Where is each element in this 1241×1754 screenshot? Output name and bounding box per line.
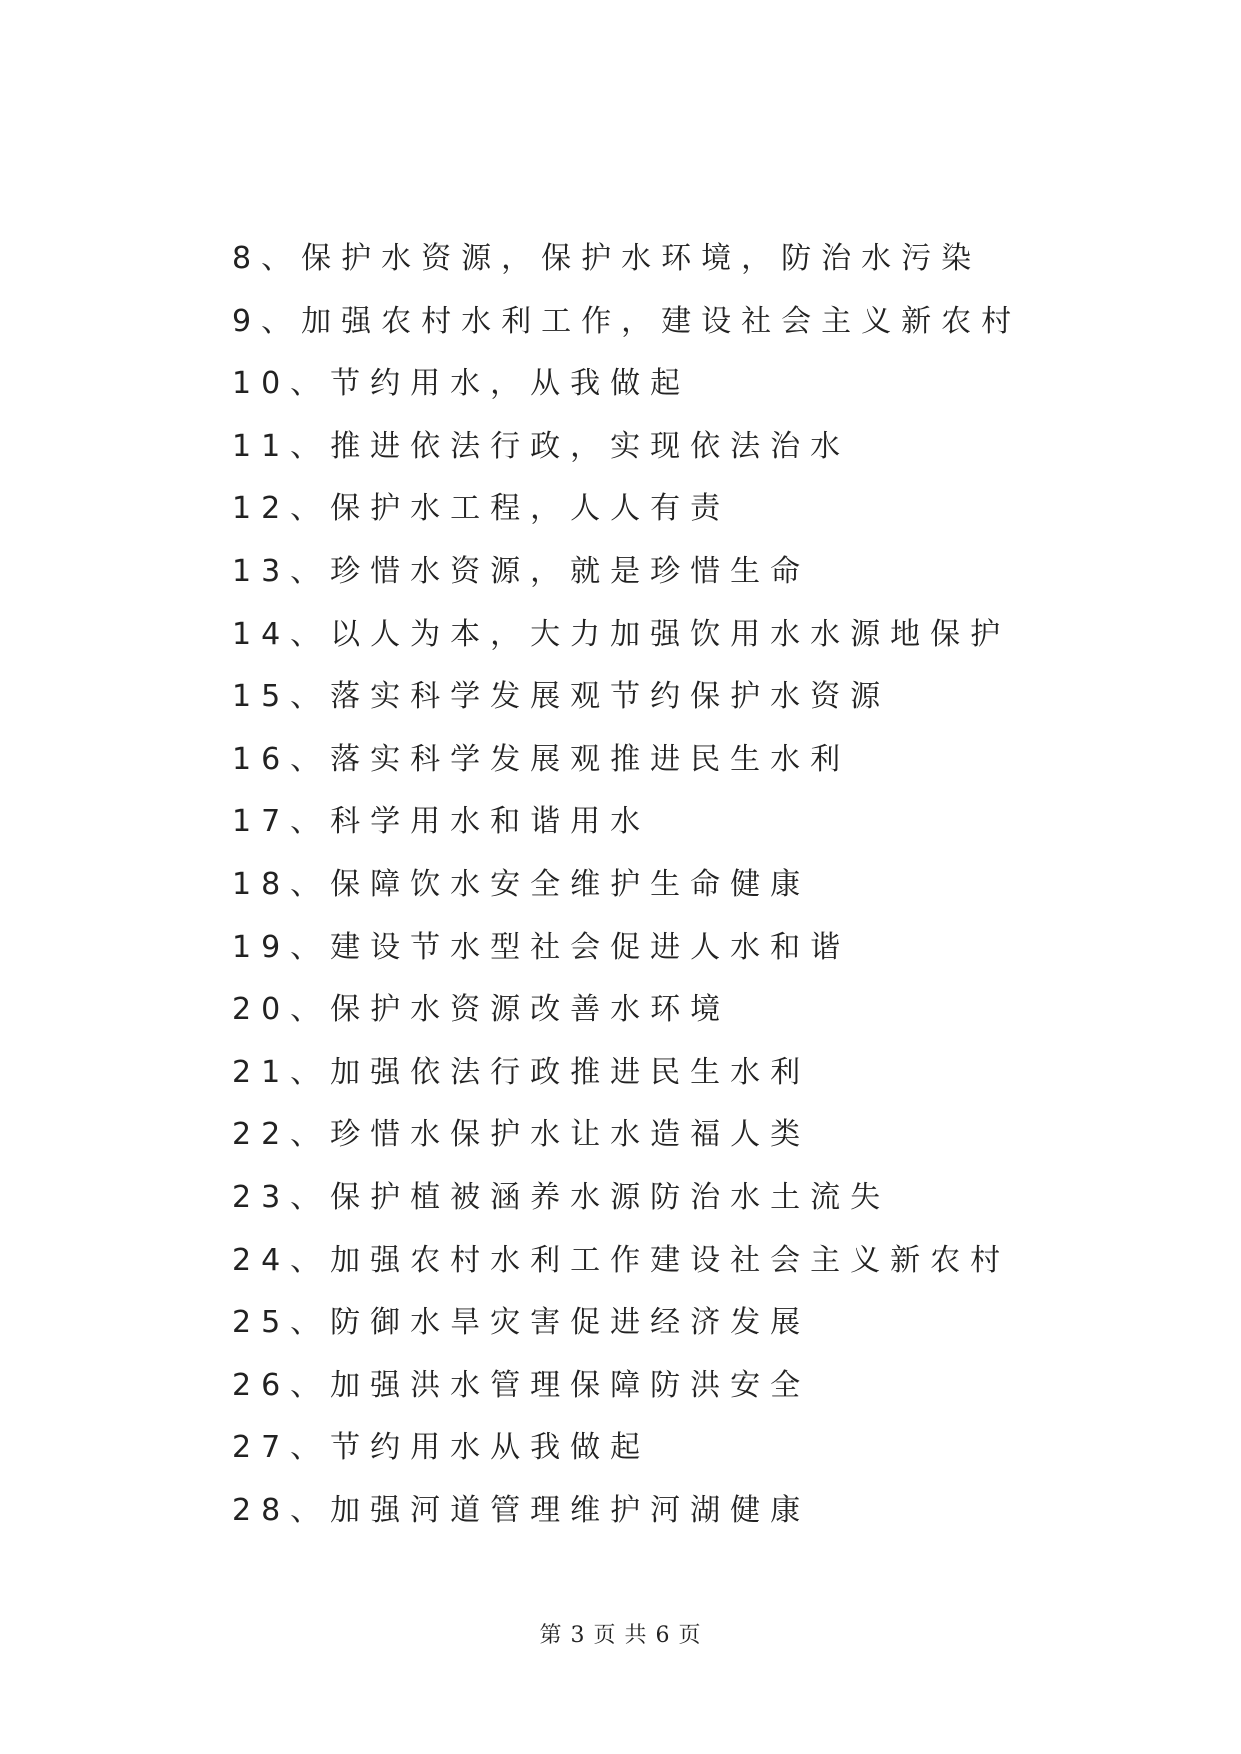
list-item: 14、以人为本，大力加强饮用水水源地保护 bbox=[232, 616, 1011, 652]
list-item: 25、防御水旱灾害促进经济发展 bbox=[232, 1305, 811, 1341]
list-item: 11、推进依法行政，实现依法治水 bbox=[232, 428, 851, 464]
list-item: 27、节约用水从我做起 bbox=[232, 1430, 651, 1466]
list-item: 21、加强依法行政推进民生水利 bbox=[232, 1054, 811, 1090]
list-item: 22、珍惜水保护水让水造福人类 bbox=[232, 1117, 811, 1153]
list-item: 13、珍惜水资源，就是珍惜生命 bbox=[232, 553, 811, 589]
slogan-list bbox=[232, 228, 1021, 1542]
list-item: 18、保障饮水安全维护生命健康 bbox=[232, 866, 811, 902]
list-item: 28、加强河道管理维护河湖健康 bbox=[232, 1492, 811, 1528]
list-item: 9、加强农村水利工作，建设社会主义新农村 bbox=[232, 303, 1022, 339]
list-item: 24、加强农村水利工作建设社会主义新农村 bbox=[232, 1242, 1011, 1278]
list-item: 23、保护植被涵养水源防治水土流失 bbox=[232, 1179, 891, 1215]
list-item: 19、建设节水型社会促进人水和谐 bbox=[232, 929, 851, 965]
list-item: 15、落实科学发展观节约保护水资源 bbox=[232, 679, 891, 715]
list-item: 16、落实科学发展观推进民生水利 bbox=[232, 741, 851, 777]
list-item: 8、保护水资源，保护水环境，防治水污染 bbox=[232, 241, 982, 276]
list-item: 17、科学用水和谐用水 bbox=[232, 804, 651, 840]
list-item: 20、保护水资源改善水环境 bbox=[232, 992, 731, 1028]
list-item: 10、节约用水，从我做起 bbox=[232, 366, 691, 402]
page-number-footer: 第 3 页 共 6 页 bbox=[539, 1623, 702, 1648]
list-item: 26、加强洪水管理保障防洪安全 bbox=[232, 1367, 811, 1403]
list-item: 12、保护水工程，人人有责 bbox=[232, 491, 731, 527]
